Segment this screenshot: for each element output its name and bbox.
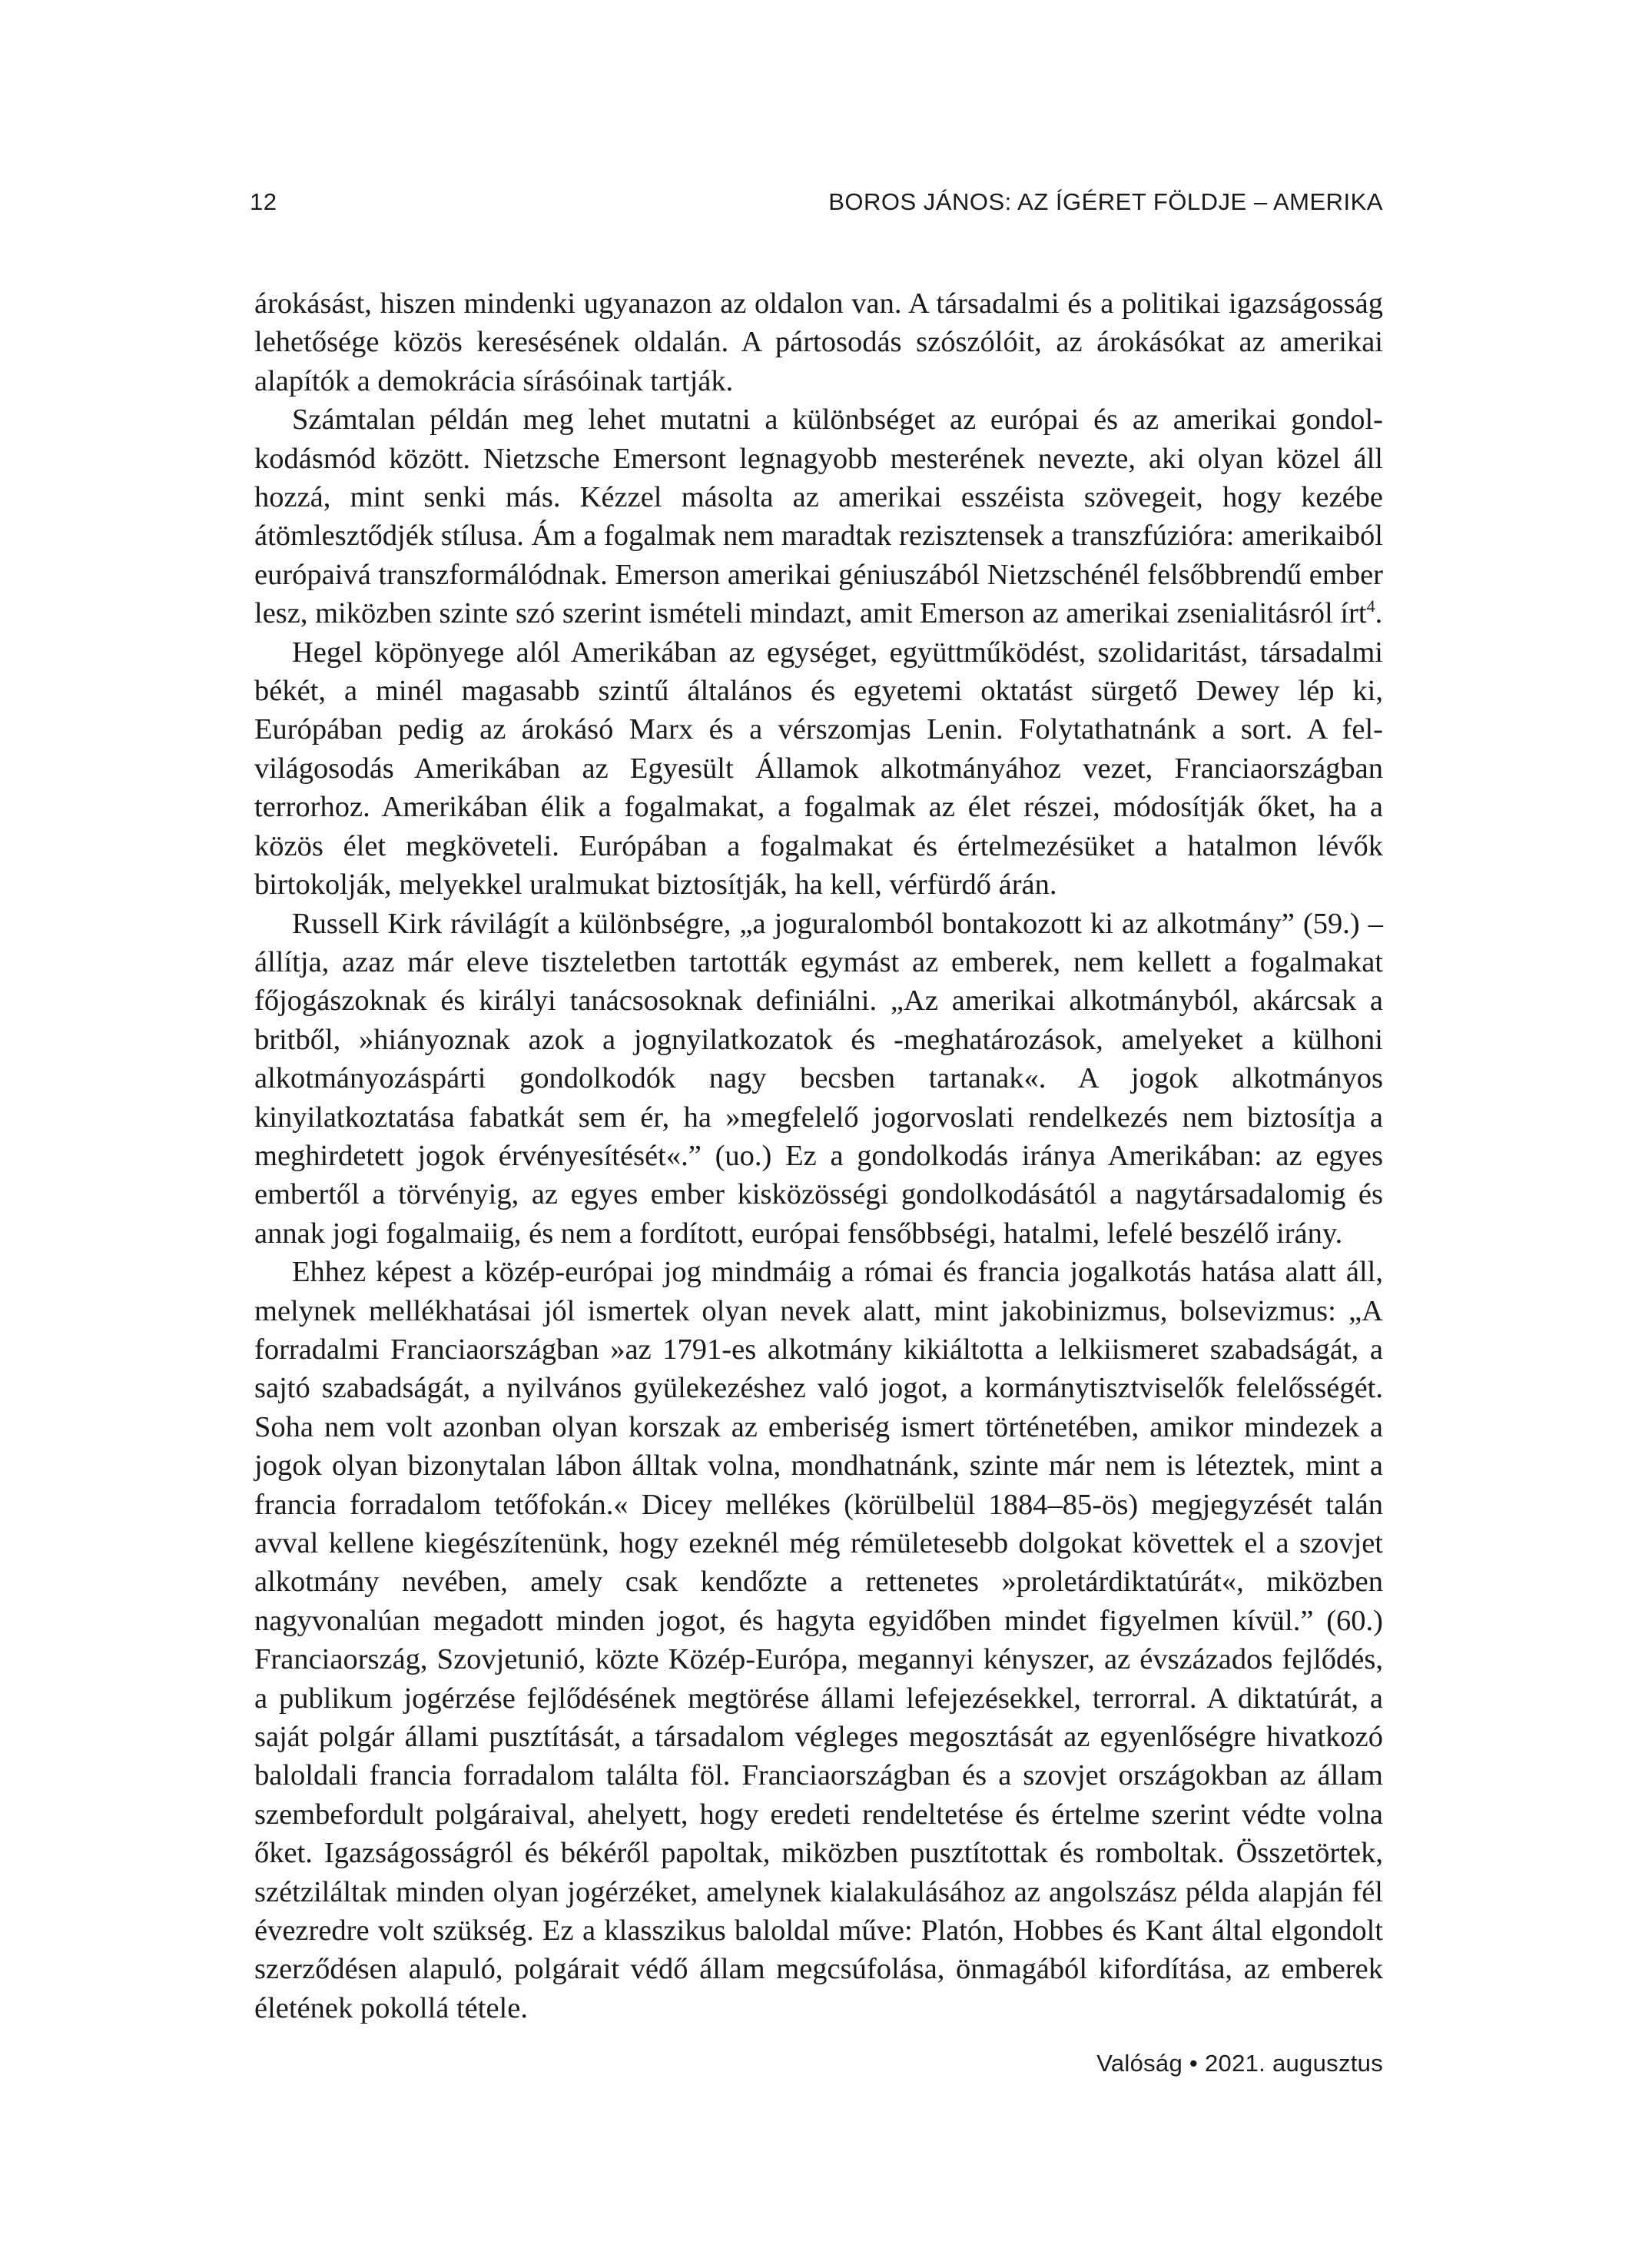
footnote-marker: 4 [1366, 596, 1375, 616]
page-footer [1096, 2048, 1383, 2079]
page-number: 12 [250, 188, 277, 215]
paragraph-text: Hegel köpönyege alól Amerikában az egységet, együttműködést, szolidaritást, társadalmi békét, a minél magasabb szintű általános és egyetemi oktatást sürgető Dewey lép ki, Európában pedig az árokásó Marx és a vérszomjas Lenin. Folytathatnánk a sort. A felvilágosodás Amerikában az Egyesült Államok alkotmányához vezet, Franciaországban terrorhoz. Amerikában élik a fogalmakat, a fogalmak az élet részei, módosítják őket, ha a közös élet megköveteli. Európában a fogalmakat és értelmezésüket a hatalmon lévők birtokolják, melyekkel uralmukat biztosítják, ha kell, vérfürdő árán. [254, 636, 1383, 902]
journal-issue: Valóság • 2021. augusztus [1096, 2050, 1383, 2077]
paragraph-hegel [254, 633, 1383, 905]
paragraph-text: Ehhez képest a közép-európai jog mindmáig a római és francia jogalkotás hatása alatt áll, melynek mellékhatásai jól ismertek olyan nevek alatt, mint jakobinizmus, bolsevizmus: „A forradalmi Franciaországban »az 1791-es alkotmány kikiáltotta a lelkiismeret szabadságát, a sajtó szabadságát, a nyilvános gyülekezéshez való jogot, a kormánytisztviselők felelősségét. Soha nem volt azonban olyan korszak az emberiség ismert történetében, amikor mindezek a jogok olyan bizonytalan lábon álltak volna, mondhatnánk, szinte már nem is léteztek, mint a francia forradalom tetőfokán.« Dicey mellékes (körülbelül 1884–85-ös) megjegyzését talán avval kellene kiegészítenünk, hogy ezeknél még rémületesebb dolgokat követtek el a szovjet alkotmány nevében, amely csak kendőzte a rettenetes »proletárdiktatúrát«, miközben nagyvonalúan megadott minden jogot, és hagyta egyidőben mindet figyelmen kívül.” (60.) Franciaország, Szovjetunió, közte Közép-Európa, megannyi kényszer, az évszázados fejlődés, a publikum jogérzése fejlődésének megtörése állami lefejezésekkel, terrorral. A diktatúrát, a saját polgár állami pusztítását, a társadalom végleges megosztását az egyenlőségre hivatkozó baloldali francia forradalom találta föl. Franciaországban és a szovjet országokban az állam szembefordult polgáraival, ahelyett, hogy eredeti rendeltetése és értelme szerint védte volna őket. Igazságosságról és békéről papoltak, miközben pusztítottak és romboltak. Összetörtek, szétziláltak minden olyan jogérzéket, amelynek kialakulásához az angolszász példa alapján fél évezredre volt szükség. Ez a klasszikus baloldal műve: Platón, Hobbes és Kant által elgondolt szerződésen alapuló, polgárait védő állam megcsúfolása, önmagából kifordítása, az emberek életének pokollá tétele. [254, 1256, 1383, 2024]
paragraph-central-european-law [254, 1253, 1383, 2027]
paragraph-text: Számtalan példán meg lehet mutatni a különbséget az európai és az amerikai gondolkodásmód között. Nietzsche Emersont legnagyobb mesterének nevezte, aki olyan közel áll hozzá, mint senki más. Kézzel másolta az amerikai esszéista szövegeit, hogy kezébe átömlesztődjék stílusa. Ám a fogalmak nem maradtak rezisztensek a transzfúzióra: amerikaiból európaivá transzformálódnak. Emerson amerikai géniuszából Nietzschénél felsőbbrendű ember lesz, miközben szinte szó szerint ismételi mindazt, amit Emerson az amerikai zsenialitásról írt [254, 403, 1383, 630]
paragraph-text-end: . [1375, 597, 1383, 630]
running-header [250, 187, 1383, 218]
paragraph-text: Russell Kirk rávilágít a különbségre, „a joguralomból bontakozott ki az alkotmány” (59.) – állítja, azaz már eleve tiszteletben tartották egymást az emberek, nem kellett a fogalmakat főjogászoknak és királyi tanácsosoknak definiálni. „Az amerikai alkotmányból, akárcsak a britből, »hiányoznak azok a jognyilatkozatok és -meghatározások, amelyeket a külhoni alkotmányozáspárti gondolkodók nagy becsben tartanak«. A jogok alkotmányos kinyilatkoztatása fabatkát sem ér, ha »megfelelő jogorvoslati rendelkezés nem biztosítja a meghirdetett jogok érvényesítését«.” (uo.) Ez a gondolkodás iránya Amerikában: az egyes embertől a törvényig, az egyes ember kisközösségi gondolkodásától a nagytársadalomig és annak jogi fogalmaiig, és nem a fordított, európai fensőbbségi, hatalmi, lefelé beszélő irány. [254, 907, 1383, 1250]
body-text [254, 284, 1383, 2027]
paragraph-text: árokásást, hiszen mindenki ugyanazon az oldalon van. A társadalmi és a politikai igazságosság lehetősége közös keresésének oldalán. A pártosodás szószólóit, az árokásókat az amerikai alapítók a demokrácia sírásóinak tartják. [254, 287, 1383, 397]
paragraph-continuation [254, 284, 1383, 400]
running-title: BOROS JÁNOS: AZ ÍGÉRET FÖLDJE – AMERIKA [828, 188, 1383, 215]
paragraph-emerson-nietzsche [254, 400, 1383, 633]
paragraph-russell-kirk [254, 905, 1383, 1254]
